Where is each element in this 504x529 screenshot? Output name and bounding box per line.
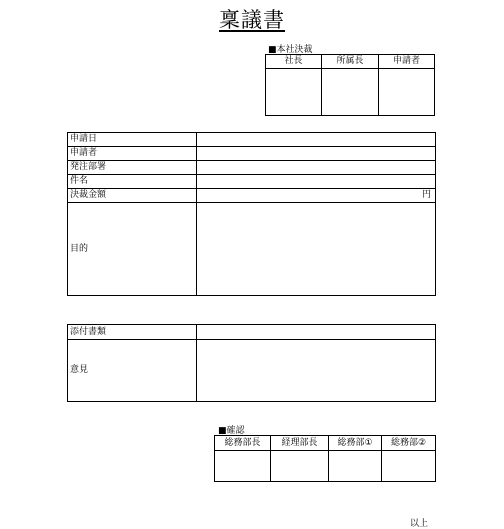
field-approval-amount[interactable]: 円 (197, 189, 436, 203)
confirm-general-affairs-2: 総務部② (382, 436, 436, 451)
stamp-general-affairs-2[interactable] (382, 451, 436, 482)
label-purpose: 目的 (68, 203, 197, 296)
closing-text: 以上 (410, 519, 429, 529)
stamp-manager[interactable] (322, 69, 379, 116)
label-approval-amount: 決裁金額 (68, 189, 197, 203)
label-subject: 件名 (68, 175, 197, 189)
approver-manager: 所属長 (322, 55, 379, 69)
approver-applicant: 申請者 (379, 55, 435, 69)
attachments-table (67, 324, 436, 402)
field-purpose[interactable] (197, 203, 436, 296)
company-approval-label: ■本社決裁 (268, 45, 313, 55)
stamp-applicant[interactable] (379, 69, 435, 116)
confirm-general-affairs-1: 総務部① (329, 436, 382, 451)
label-attachments: 添付書類 (68, 325, 197, 340)
company-approval-table (265, 54, 435, 116)
stamp-general-affairs-manager[interactable] (215, 451, 271, 482)
confirmation-table (214, 435, 436, 482)
stamp-president[interactable] (266, 69, 322, 116)
field-application-date[interactable] (197, 133, 436, 147)
request-form-table (67, 132, 436, 296)
label-application-date: 申請日 (68, 133, 197, 147)
confirmation-label: ■確認 (218, 426, 245, 436)
label-ordering-dept: 発注部署 (68, 161, 197, 175)
field-opinion[interactable] (197, 340, 436, 402)
field-ordering-dept[interactable] (197, 161, 436, 175)
confirm-accounting-manager: 経理部長 (271, 436, 329, 451)
field-applicant[interactable] (197, 147, 436, 161)
document-title: 稟議書 (219, 8, 285, 32)
field-subject[interactable] (197, 175, 436, 189)
label-applicant: 申請者 (68, 147, 197, 161)
stamp-accounting-manager[interactable] (271, 451, 329, 482)
confirm-general-affairs-manager: 総務部長 (215, 436, 271, 451)
approver-president: 社長 (266, 55, 322, 69)
field-attachments[interactable] (197, 325, 436, 340)
stamp-general-affairs-1[interactable] (329, 451, 382, 482)
label-opinion: 意見 (68, 340, 197, 402)
